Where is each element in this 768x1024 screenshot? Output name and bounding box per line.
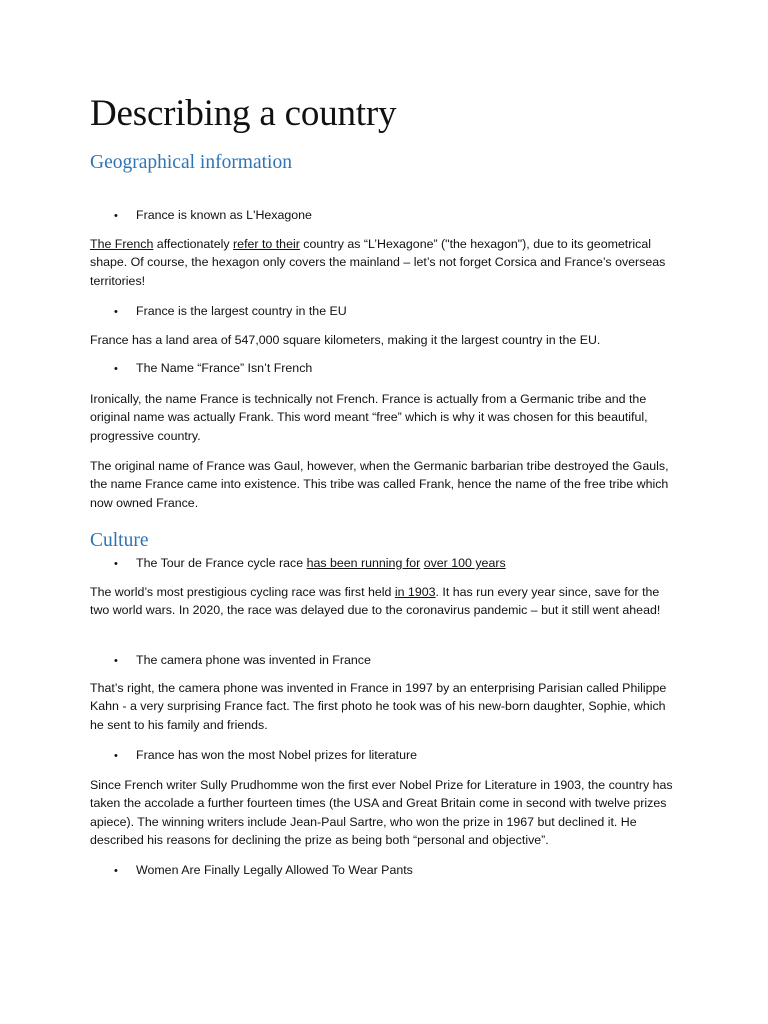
bullet-item bbox=[114, 861, 413, 880]
section-heading-geographical-information: Geographical information bbox=[90, 152, 292, 173]
bullet-text: France has won the most Nobel prizes for literature bbox=[136, 748, 417, 762]
bullet-icon: • bbox=[114, 210, 118, 222]
bullet-icon: • bbox=[114, 655, 118, 667]
document-title: Describing a country bbox=[90, 93, 397, 134]
bullet-item bbox=[114, 206, 312, 225]
bullet-icon: • bbox=[114, 865, 118, 877]
paragraph-text: affectionately bbox=[153, 237, 234, 251]
bullet-text: The camera phone was invented in France bbox=[136, 653, 371, 667]
underlined-text: The French bbox=[90, 237, 154, 251]
bullet-text: Women Are Finally Legally Allowed To Wear Pants bbox=[136, 863, 413, 877]
bullet-item bbox=[114, 746, 417, 765]
paragraph-text: The world’s most prestigious cycling race was first held bbox=[90, 585, 395, 599]
bullet-icon: • bbox=[114, 306, 118, 318]
bullet-item bbox=[114, 359, 312, 378]
bullet-text: France is the largest country in the EU bbox=[136, 304, 347, 318]
paragraph bbox=[90, 583, 680, 620]
underlined-text: over 100 years bbox=[423, 556, 506, 570]
bullet-text: The Tour de France cycle race bbox=[136, 556, 307, 570]
underlined-text: has been running for bbox=[306, 556, 421, 570]
bullet-text: The Name “France” Isn’t French bbox=[136, 361, 313, 375]
underlined-text: in 1903 bbox=[394, 585, 436, 599]
paragraph: Since French writer Sully Prudhomme won the first ever Nobel Prize for Literature in 1903, the country has taken the accolade a further fourteen times (the USA and Great Britain come in second with twelve prizes apiece). The winning writers include Jean-Paul Sartre, who won the prize in 1967 but declined it. He described his reasons for declining the prize as being both “personal and objective”. bbox=[90, 778, 673, 848]
bullet-icon: • bbox=[114, 750, 118, 762]
paragraph-text: . It has run every year since, save for the two world wars. In 2020, the race was delayed due to the coronavirus pandemic – but it still went ahead! bbox=[90, 585, 661, 618]
paragraph bbox=[90, 235, 680, 290]
section-heading-culture: Culture bbox=[90, 530, 149, 551]
bullet-text: France is known as L'Hexagone bbox=[136, 208, 312, 222]
paragraph: Ironically, the name France is technically not French. France is actually from a Germanic tribe and the original name was actually Frank. This word meant “free” which is why it was chosen for this beautiful, progressive country. bbox=[90, 392, 648, 443]
bullet-icon: • bbox=[114, 363, 118, 375]
bullet-item bbox=[114, 554, 506, 573]
paragraph: That’s right, the camera phone was invented in France in 1997 by an enterprising Parisian called Philippe Kahn - a very surprising France fact. The first photo he took was of his new-born daughter, Sophie, which he sent to his family and friends. bbox=[90, 681, 667, 732]
bullet-icon: • bbox=[114, 558, 118, 570]
underlined-text: refer to their bbox=[233, 237, 300, 251]
bullet-item bbox=[114, 651, 371, 670]
paragraph-text: country as “L’Hexagone” ("the hexagon"), due to its geometrical shape. Of course, the hexagon only covers the mainland – let’s not forget Corsica and France’s overseas territories! bbox=[90, 237, 666, 288]
bullet-item bbox=[114, 302, 347, 321]
paragraph: The original name of France was Gaul, however, when the Germanic barbarian tribe destroyed the Gauls, the name France came into existence. This tribe was called Frank, hence the name of the free tribe which now owned France. bbox=[90, 459, 669, 510]
paragraph: France has a land area of 547,000 square kilometers, making it the largest country in the EU. bbox=[90, 333, 601, 347]
